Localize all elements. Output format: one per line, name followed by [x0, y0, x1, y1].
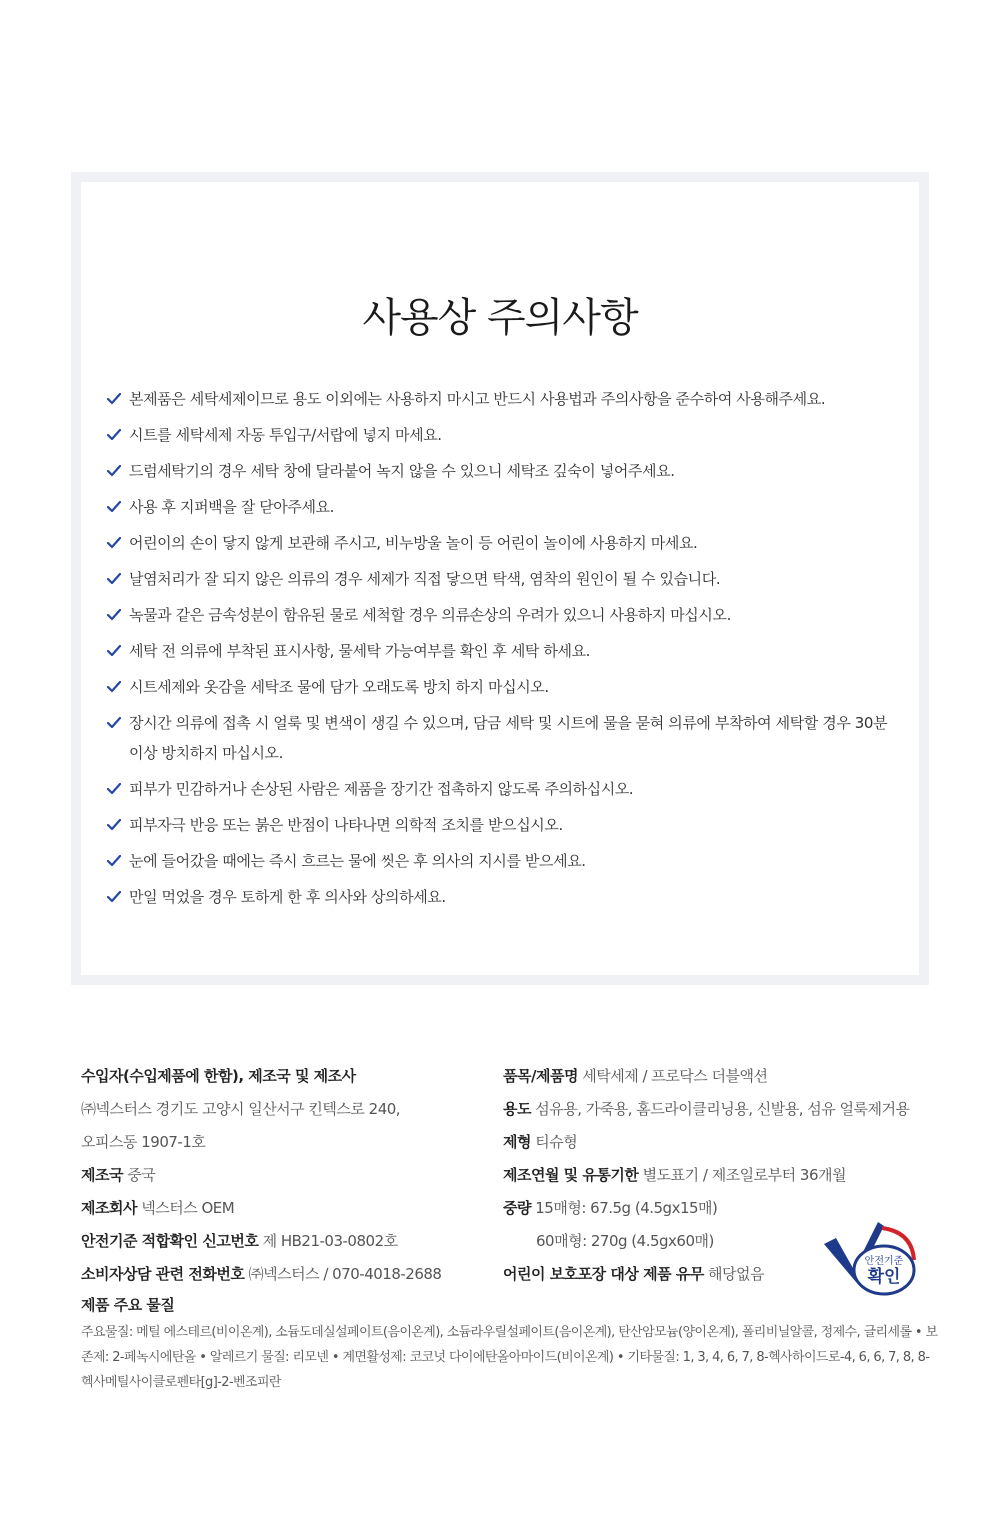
country-value: 중국 — [127, 1166, 156, 1184]
list-item — [107, 636, 899, 666]
check-icon — [107, 783, 121, 795]
use-value: 섬유용, 가죽용, 홈드라이클리닝용, 신발용, 섬유 얼룩제거용 — [535, 1100, 910, 1118]
caution-text: 녹물과 같은 금속성분이 함유된 물로 세척할 경우 의류손상의 우려가 있으니 사용하지 마십시오. — [129, 606, 731, 624]
weight-label: 중량 — [503, 1199, 531, 1217]
caution-frame — [71, 172, 929, 985]
maker-row — [81, 1192, 501, 1225]
caution-title: 사용상 주의사항 — [362, 295, 638, 341]
caution-text: 장시간 의류에 접촉 시 얼룩 및 변색이 생길 수 있으며, 담금 세탁 및 시트에 물을 묻혀 의류에 부착하여 세탁할 경우 30분 이상 방치하지 마십시오. — [129, 714, 888, 762]
consumer-label: 소비자상담 관련 전화번호 — [81, 1265, 245, 1283]
caution-text: 시트를 세탁세제 자동 투입구/서랍에 넣지 마세요. — [129, 426, 442, 444]
check-icon — [107, 855, 121, 867]
list-item — [107, 456, 899, 486]
product-value: 세탁세제 / 프로닥스 더블액션 — [582, 1067, 768, 1085]
consumer-value: ㈜넥스터스 / 070-4018-2688 — [248, 1265, 442, 1283]
type-label: 제형 — [503, 1133, 531, 1151]
check-icon — [107, 501, 121, 513]
check-icon — [107, 891, 121, 903]
date-value: 별도표기 / 제조일로부터 36개월 — [642, 1166, 846, 1184]
country-label: 제조국 — [81, 1166, 123, 1184]
list-item — [107, 420, 899, 450]
date-label: 제조연월 및 유통기한 — [503, 1166, 639, 1184]
check-icon — [107, 717, 121, 729]
caution-text: 사용 후 지퍼백을 잘 닫아주세요. — [129, 498, 335, 516]
caution-text: 피부자극 반응 또는 붉은 반점이 나타나면 의학적 조치를 받으십시오. — [129, 816, 563, 834]
safety-row — [81, 1225, 501, 1258]
list-item — [107, 882, 899, 912]
country-row — [81, 1159, 501, 1192]
safety-value: 제 HB21-03-0802호 — [262, 1232, 398, 1250]
caution-text: 세탁 전 의류에 부착된 표시사항, 물세탁 가능여부를 확인 후 세탁 하세요. — [129, 642, 591, 660]
weight-value-2: 60매형: 270g (4.5gx60매) — [536, 1232, 714, 1250]
list-item — [107, 528, 899, 558]
child-value: 해당없음 — [708, 1265, 765, 1283]
caution-text: 드럼세탁기의 경우 세탁 창에 달라붙어 녹지 않을 수 있으니 세탁조 깊숙이 넣어주세요. — [129, 462, 675, 480]
caution-list — [107, 384, 899, 918]
product-info-left — [81, 1060, 501, 1291]
list-item — [107, 600, 899, 630]
safety-label: 안전기준 적합확인 신고번호 — [81, 1232, 259, 1250]
check-icon — [107, 609, 121, 621]
importer-address-row — [81, 1093, 501, 1126]
child-label: 어린이 보호포장 대상 제품 유무 — [503, 1265, 704, 1283]
list-item — [107, 384, 899, 414]
list-item — [107, 846, 899, 876]
check-icon — [107, 393, 121, 405]
type-row — [503, 1126, 943, 1159]
importer-label: 수입자(수입제품에 한함), 제조국 및 제조사 — [81, 1067, 356, 1085]
materials-heading: 제품 주요 물질 — [81, 1296, 175, 1314]
caution-text: 만일 먹었을 경우 토하게 한 후 의사와 상의하세요. — [129, 888, 446, 906]
product-row — [503, 1060, 943, 1093]
caution-text: 어린이의 손이 닿지 않게 보관해 주시고, 비누방울 놀이 등 어린이 놀이에 사용하지 마세요. — [129, 534, 698, 552]
type-value: 티슈형 — [535, 1133, 578, 1151]
check-icon — [107, 573, 121, 585]
consumer-row — [81, 1258, 501, 1291]
kc-line1: 안전기준 — [864, 1256, 904, 1267]
importer-address-line1: ㈜넥스터스 경기도 고양시 일산서구 킨텍스로 240, — [81, 1100, 401, 1118]
caution-panel — [81, 182, 919, 975]
caution-text: 피부가 민감하거나 손상된 사람은 제품을 장기간 접촉하지 않도록 주의하십시오. — [129, 780, 634, 798]
check-icon — [107, 429, 121, 441]
check-icon — [107, 537, 121, 549]
list-item — [107, 564, 899, 594]
check-icon — [107, 465, 121, 477]
caution-text: 시트세제와 옷감을 세탁조 물에 담가 오래도록 방치 하지 마십시오. — [129, 678, 549, 696]
materials-text: 주요물질: 메틸 에스테르(비이온계), 소듐도데실설페이트(음이온계), 소듐라우릴설페이트(음이온계), 탄산암모늄(양이온계), 폴리비닐알콜, 정제수, 글리세롤 • 보존제: 2-페녹시에탄올 • 알레르기 물질: 리모넨 • 계면활성제: 코코넛 다이에탄올아마이드(비이온계) • 기타물질: 1, 3, 4, 6, 7, 8-헥사하이드로-4, 6, 6, 7, 8, 8-헥사메틸사이클로펜타[g]-2-벤조피란 — [81, 1325, 938, 1390]
product-label: 품목/제품명 — [503, 1067, 578, 1085]
date-row — [503, 1159, 943, 1192]
maker-label: 제조회사 — [81, 1199, 137, 1217]
use-label: 용도 — [503, 1100, 531, 1118]
list-item — [107, 708, 899, 768]
list-item — [107, 672, 899, 702]
list-item — [107, 810, 899, 840]
kc-line2: 확인 — [867, 1267, 901, 1287]
importer-address-line2: 오피스동 1907-1호 — [81, 1133, 206, 1151]
importer-address-row-2 — [81, 1126, 501, 1159]
check-icon — [107, 681, 121, 693]
materials-section — [81, 1290, 941, 1395]
check-icon — [107, 645, 121, 657]
caution-text: 눈에 들어갔을 때에는 즉시 흐르는 물에 씻은 후 의사의 지시를 받으세요. — [129, 852, 586, 870]
weight-value-1: 15매형: 67.5g (4.5gx15매) — [535, 1199, 718, 1217]
list-item — [107, 774, 899, 804]
caution-text: 본제품은 세탁세제이므로 용도 이외에는 사용하지 마시고 반드시 사용법과 주의사항을 준수하여 사용해주세요. — [129, 390, 826, 408]
safety-check-mark-icon — [822, 1218, 918, 1298]
caution-text: 날염처리가 잘 되지 않은 의류의 경우 세제가 직접 닿으면 탁색, 염착의 원인이 될 수 있습니다. — [129, 570, 721, 588]
importer-heading-row — [81, 1060, 501, 1093]
maker-value: 넥스터스 OEM — [141, 1199, 235, 1217]
use-row — [503, 1093, 943, 1126]
list-item — [107, 492, 899, 522]
check-icon — [107, 819, 121, 831]
